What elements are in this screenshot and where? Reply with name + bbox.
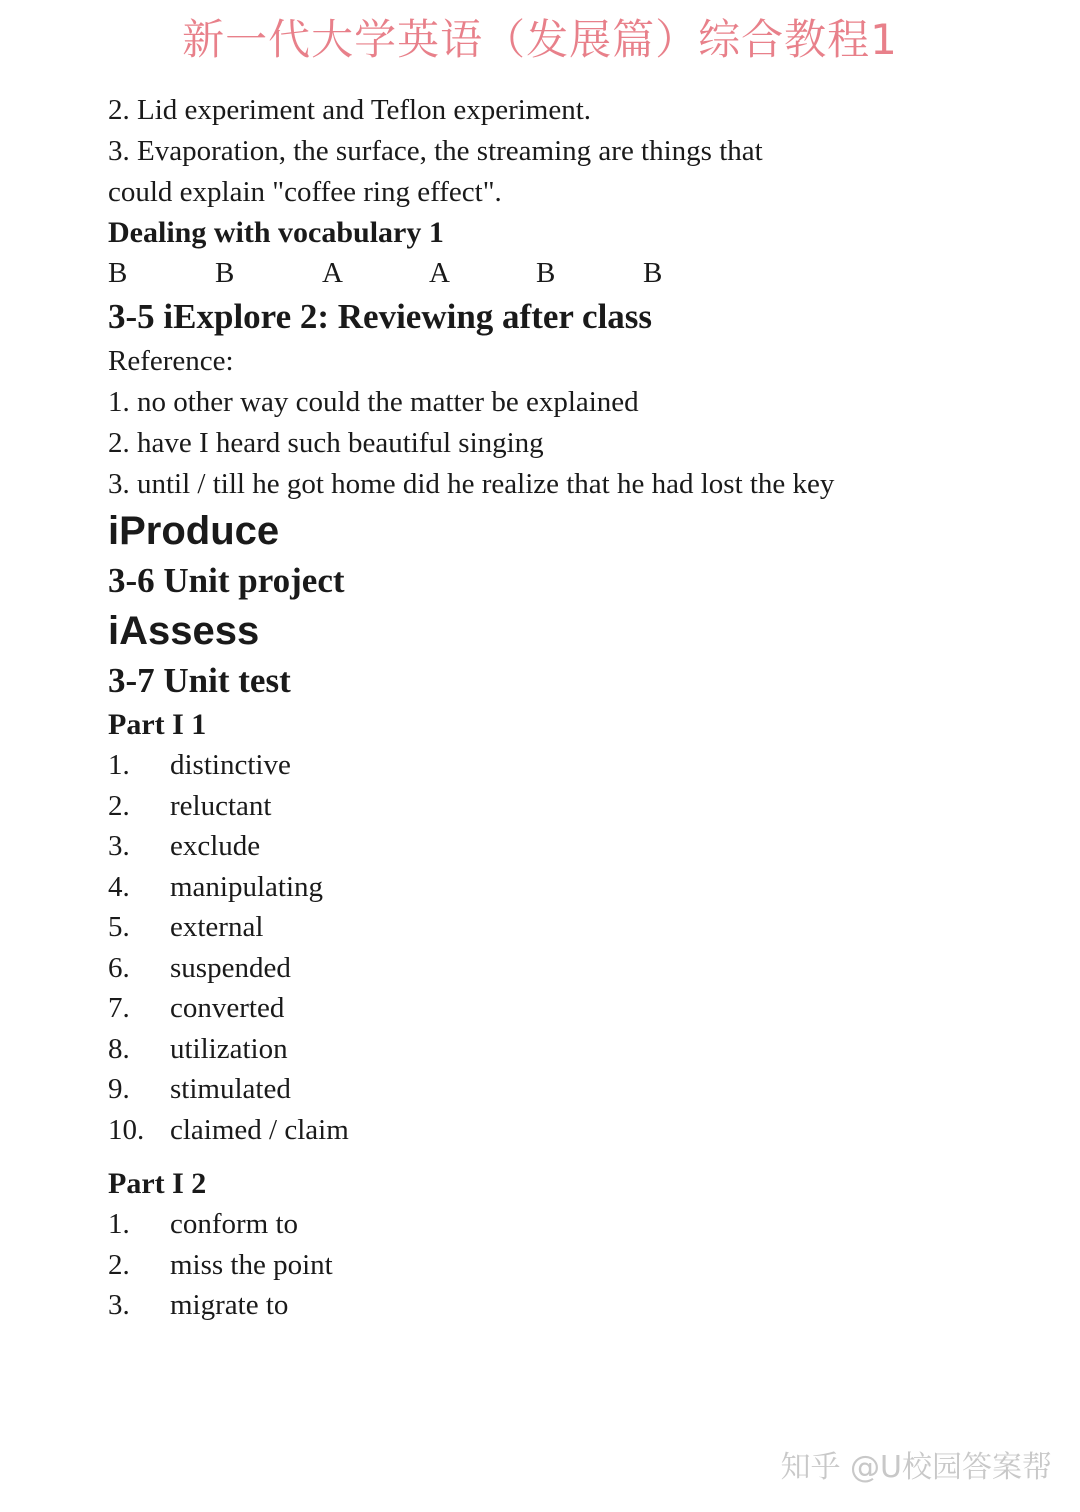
list-item: 8. utilization [108, 1032, 288, 1065]
iproduce-heading: iProduce [108, 509, 280, 553]
vocab-answer: A [322, 257, 343, 289]
list-item: 7. converted [108, 992, 285, 1024]
list-item: 9. stimulated [108, 1073, 291, 1105]
part1-1-heading: Part I 1 [108, 708, 207, 741]
intro-line-2: 3. Evaporation, the surface, the streaming are things that [108, 135, 763, 167]
list-item: 3. migrate to [108, 1289, 289, 1321]
vocab-answer: B [536, 257, 556, 289]
reference-item-3: 3. until / till he got home did he realize that he had lost the key [108, 468, 835, 500]
page-title: 新一代大学英语（发展篇）综合教程1 [182, 15, 898, 64]
iexplore2-heading: 3-5 iExplore 2: Reviewing after class [108, 297, 653, 336]
part1-2-list [108, 1204, 968, 1326]
intro-line-3: could explain "coffee ring effect". [108, 176, 502, 208]
part1-2-heading: Part I 2 [108, 1167, 207, 1200]
list-item: 5. external [108, 911, 264, 943]
vocab-answer: A [429, 257, 450, 289]
list-item: 1. conform to [108, 1208, 299, 1240]
unit-project-heading: 3-6 Unit project [108, 561, 345, 600]
part1-1-list [108, 745, 968, 1150]
reference-item-2: 2. have I heard such beautiful singing [108, 427, 544, 459]
vocab-answer: B [643, 257, 663, 289]
unit-test-heading: 3-7 Unit test [108, 661, 291, 700]
vocab-answer: B [215, 257, 235, 289]
reference-label: Reference: [108, 345, 234, 377]
list-item: 1. distinctive [108, 749, 291, 781]
iassess-heading: iAssess [108, 609, 260, 653]
vocab-answer-row [108, 253, 968, 293]
list-item: 10. claimed / claim [108, 1113, 349, 1146]
list-item: 4. manipulating [108, 870, 324, 903]
list-item: 6. suspended [108, 951, 291, 984]
vocab-answer: B [108, 257, 128, 289]
vocab-heading: Dealing with vocabulary 1 [108, 216, 444, 249]
document-body [108, 90, 968, 1326]
list-item: 2. miss the point [108, 1248, 333, 1281]
list-item: 2. reluctant [108, 789, 272, 822]
reference-item-1: 1. no other way could the matter be explained [108, 386, 639, 418]
intro-line-1: 2. Lid experiment and Teflon experiment. [108, 94, 592, 126]
watermark: 知乎 @U校园答案帮 [780, 1450, 1052, 1485]
list-item: 3. exclude [108, 830, 261, 862]
